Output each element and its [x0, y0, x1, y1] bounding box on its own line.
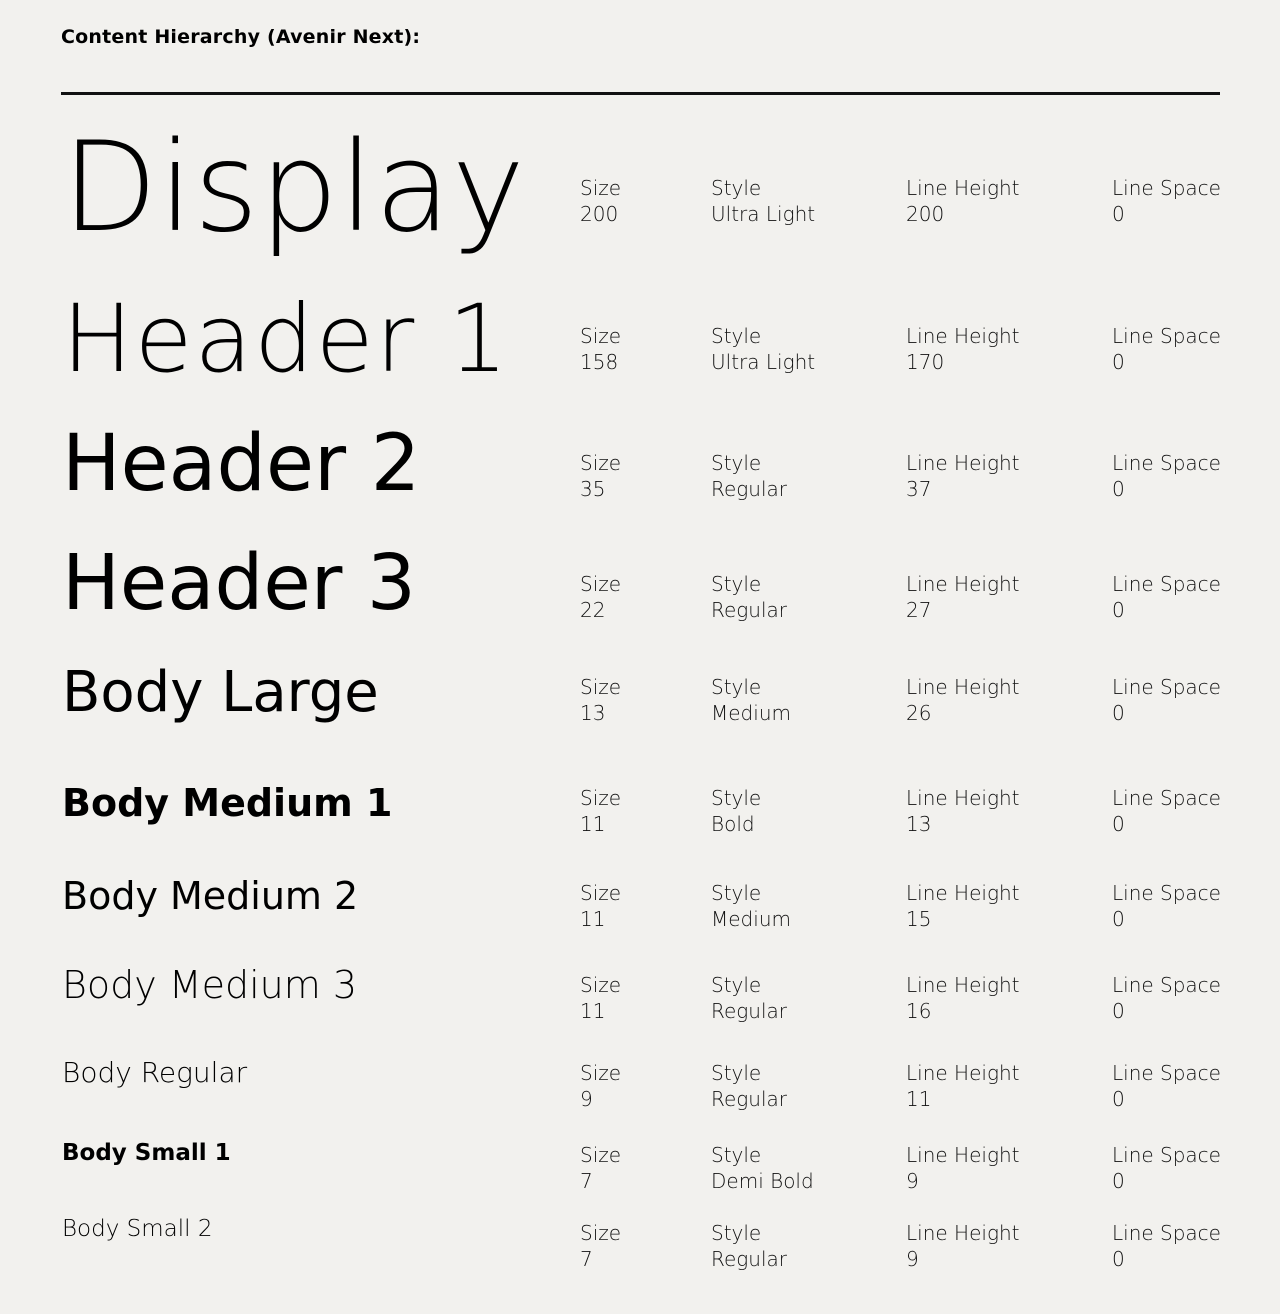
line-space-cell	[1112, 880, 1221, 932]
line-height-label: Line Height	[906, 1143, 1020, 1167]
size-label: Size	[580, 973, 622, 997]
line-space-cell	[1112, 674, 1221, 726]
line-height-value: 16	[906, 999, 932, 1023]
type-sample: Body Small 1	[62, 1140, 231, 1166]
line-height-label: Line Height	[906, 324, 1020, 348]
size-label: Size	[580, 572, 622, 596]
size-cell	[580, 175, 621, 227]
size-cell	[580, 1142, 621, 1194]
size-cell	[580, 674, 621, 726]
style-value: Regular	[711, 1247, 788, 1271]
line-space-label: Line Space	[1112, 176, 1221, 200]
style-cell	[711, 674, 791, 726]
line-space-label: Line Space	[1112, 1143, 1221, 1167]
style-label: Style	[711, 881, 762, 905]
size-value: 7	[580, 1169, 593, 1193]
line-height-cell	[906, 175, 1019, 227]
line-height-value: 200	[906, 202, 945, 226]
line-height-label: Line Height	[906, 1221, 1020, 1245]
line-space-value: 0	[1112, 812, 1125, 836]
line-space-cell	[1112, 323, 1221, 375]
style-cell	[711, 450, 787, 502]
line-space-cell	[1112, 785, 1221, 837]
line-height-label: Line Height	[906, 881, 1020, 905]
style-value: Regular	[711, 598, 788, 622]
type-sample: Header 3	[62, 539, 416, 628]
line-space-label: Line Space	[1112, 786, 1221, 810]
line-space-value: 0	[1112, 598, 1125, 622]
line-height-cell	[906, 1220, 1019, 1272]
line-space-cell	[1112, 175, 1221, 227]
line-space-value: 0	[1112, 907, 1125, 931]
line-space-value: 0	[1112, 1247, 1125, 1271]
size-cell	[580, 323, 621, 375]
line-height-label: Line Height	[906, 1061, 1020, 1085]
size-cell	[580, 785, 621, 837]
style-cell	[711, 175, 815, 227]
size-value: 7	[580, 1247, 593, 1271]
line-space-value: 0	[1112, 701, 1125, 725]
line-height-value: 9	[906, 1169, 919, 1193]
style-label: Style	[711, 1143, 762, 1167]
style-value: Demi Bold	[711, 1169, 814, 1193]
size-value: 9	[580, 1087, 593, 1111]
size-label: Size	[580, 324, 622, 348]
line-height-cell	[906, 674, 1019, 726]
size-value: 13	[580, 701, 606, 725]
line-space-value: 0	[1112, 1087, 1125, 1111]
line-space-label: Line Space	[1112, 1221, 1221, 1245]
style-value: Ultra Light	[711, 202, 816, 226]
style-value: Regular	[711, 477, 788, 501]
size-label: Size	[580, 786, 622, 810]
type-sample: Body Regular	[62, 1056, 248, 1089]
line-height-cell	[906, 880, 1019, 932]
line-height-label: Line Height	[906, 176, 1020, 200]
style-label: Style	[711, 675, 762, 699]
line-space-cell	[1112, 1060, 1221, 1112]
type-sample: Body Medium 2	[62, 874, 359, 918]
line-height-cell	[906, 450, 1019, 502]
style-label: Style	[711, 1221, 762, 1245]
line-height-cell	[906, 972, 1019, 1024]
size-cell	[580, 450, 621, 502]
style-cell	[711, 880, 791, 932]
line-height-value: 37	[906, 477, 932, 501]
style-cell	[711, 785, 761, 837]
style-label: Style	[711, 451, 762, 475]
line-height-value: 9	[906, 1247, 919, 1271]
type-sample: Body Medium 3	[62, 963, 358, 1007]
size-value: 22	[580, 598, 606, 622]
page-title: Content Hierarchy (Avenir Next):	[61, 26, 421, 48]
line-height-cell	[906, 785, 1019, 837]
size-label: Size	[580, 1221, 622, 1245]
line-space-label: Line Space	[1112, 973, 1221, 997]
line-height-value: 13	[906, 812, 932, 836]
style-value: Ultra Light	[711, 350, 816, 374]
line-height-label: Line Height	[906, 786, 1020, 810]
line-space-label: Line Space	[1112, 572, 1221, 596]
size-cell	[580, 880, 621, 932]
style-label: Style	[711, 176, 762, 200]
type-sample: Body Large	[62, 660, 379, 725]
style-value: Regular	[711, 1087, 788, 1111]
style-label: Style	[711, 572, 762, 596]
line-space-value: 0	[1112, 202, 1125, 226]
size-value: 11	[580, 999, 606, 1023]
style-cell	[711, 571, 787, 623]
line-space-cell	[1112, 1142, 1221, 1194]
line-height-label: Line Height	[906, 451, 1020, 475]
line-height-value: 15	[906, 907, 932, 931]
line-height-label: Line Height	[906, 572, 1020, 596]
size-value: 200	[580, 202, 619, 226]
size-label: Size	[580, 1061, 622, 1085]
size-value: 158	[580, 350, 619, 374]
line-space-cell	[1112, 972, 1221, 1024]
line-space-cell	[1112, 450, 1221, 502]
header-divider	[61, 92, 1220, 95]
style-cell	[711, 972, 787, 1024]
line-space-cell	[1112, 1220, 1221, 1272]
style-value: Regular	[711, 999, 788, 1023]
style-label: Style	[711, 786, 762, 810]
line-height-value: 11	[906, 1087, 932, 1111]
line-height-value: 26	[906, 701, 932, 725]
type-sample: Header 1	[62, 285, 510, 394]
style-label: Style	[711, 1061, 762, 1085]
size-label: Size	[580, 176, 622, 200]
line-space-cell	[1112, 571, 1221, 623]
size-cell	[580, 571, 621, 623]
size-value: 11	[580, 812, 606, 836]
size-label: Size	[580, 881, 622, 905]
line-space-value: 0	[1112, 350, 1125, 374]
size-label: Size	[580, 675, 622, 699]
style-label: Style	[711, 973, 762, 997]
style-value: Medium	[711, 701, 791, 725]
size-label: Size	[580, 451, 622, 475]
size-cell	[580, 1060, 621, 1112]
size-value: 35	[580, 477, 606, 501]
line-height-label: Line Height	[906, 973, 1020, 997]
line-space-value: 0	[1112, 999, 1125, 1023]
type-sample: Header 2	[62, 419, 421, 509]
line-space-label: Line Space	[1112, 881, 1221, 905]
type-sample: Body Medium 1	[62, 781, 393, 825]
line-space-label: Line Space	[1112, 451, 1221, 475]
style-value: Bold	[711, 812, 755, 836]
style-cell	[711, 1220, 787, 1272]
line-height-value: 170	[906, 350, 945, 374]
line-space-label: Line Space	[1112, 324, 1221, 348]
line-space-value: 0	[1112, 1169, 1125, 1193]
style-cell	[711, 1142, 814, 1194]
style-label: Style	[711, 324, 762, 348]
style-cell	[711, 323, 815, 375]
line-height-cell	[906, 1142, 1019, 1194]
size-value: 11	[580, 907, 606, 931]
size-cell	[580, 1220, 621, 1272]
line-space-label: Line Space	[1112, 675, 1221, 699]
line-space-label: Line Space	[1112, 1061, 1221, 1085]
type-sample: Body Small 2	[62, 1216, 213, 1242]
style-cell	[711, 1060, 787, 1112]
size-label: Size	[580, 1143, 622, 1167]
style-value: Medium	[711, 907, 791, 931]
line-height-cell	[906, 1060, 1019, 1112]
line-height-value: 27	[906, 598, 932, 622]
line-height-cell	[906, 571, 1019, 623]
size-cell	[580, 972, 621, 1024]
line-space-value: 0	[1112, 477, 1125, 501]
line-height-label: Line Height	[906, 675, 1020, 699]
line-height-cell	[906, 323, 1019, 375]
type-sample: Display	[62, 116, 527, 260]
